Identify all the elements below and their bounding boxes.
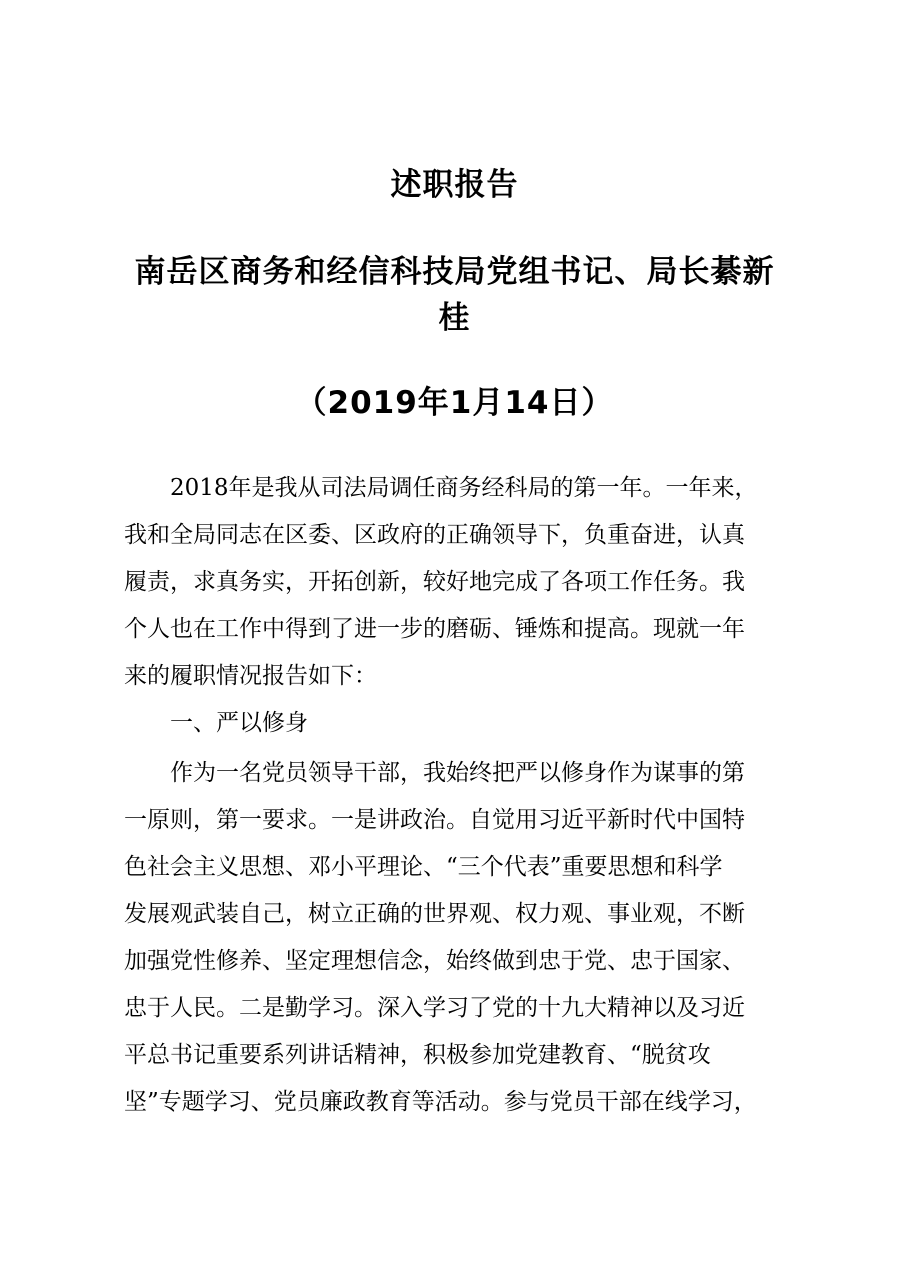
text-line: 平总书记重要系列讲话精神，积极参加党建教育、“脱贫攻 bbox=[124, 1042, 711, 1068]
text-line: 色社会主义思想、邓小平理论、“三个代表”重要思想和科学 bbox=[124, 854, 723, 880]
text-line: 一原则，第一要求。一是讲政治。自觉用习近平新时代中国特 bbox=[124, 807, 745, 833]
text-line: 坚”专题学习、党员廉政教育等活动。参与党员干部在线学习， bbox=[124, 1089, 757, 1115]
section-heading bbox=[124, 700, 794, 747]
paragraph-self-discipline bbox=[124, 750, 794, 1126]
document-date: （2019年1月14日） bbox=[295, 385, 614, 421]
text-line: 个人也在工作中得到了进一步的磨砺、锤炼和提高。现就一年 bbox=[124, 616, 745, 642]
text-line: 作为一名党员领导干部，我始终把严以修身作为谋事的第 bbox=[170, 760, 745, 786]
document-title: 述职报告 bbox=[390, 167, 519, 203]
text-line: 加强党性修养、坚定理想信念，始终做到忠于党、忠于国家、 bbox=[124, 948, 745, 974]
document-subtitle-line-1: 南岳区商务和经信科技局党组书记、局长綦新 bbox=[134, 254, 775, 290]
text-line: 来的履职情况报告如下： bbox=[124, 663, 377, 689]
section-heading-text: 一、严以修身 bbox=[170, 710, 308, 736]
document-subtitle-line-2: 桂 bbox=[438, 300, 471, 336]
text-line: 忠于人民。二是勤学习。深入学习了党的十九大精神以及习近 bbox=[124, 995, 745, 1021]
text-line: 2018年是我从司法局调任商务经科局的第一年。一年来， bbox=[170, 475, 758, 501]
text-line: 履责，求真务实，开拓创新，较好地完成了各项工作任务。我 bbox=[124, 569, 745, 595]
text-line: 我和全局同志在区委、区政府的正确领导下，负重奋进，认真 bbox=[124, 522, 745, 548]
text-line: 发展观武装自己，树立正确的世界观、权力观、事业观，不断 bbox=[124, 901, 745, 927]
paragraph-intro bbox=[124, 465, 794, 700]
